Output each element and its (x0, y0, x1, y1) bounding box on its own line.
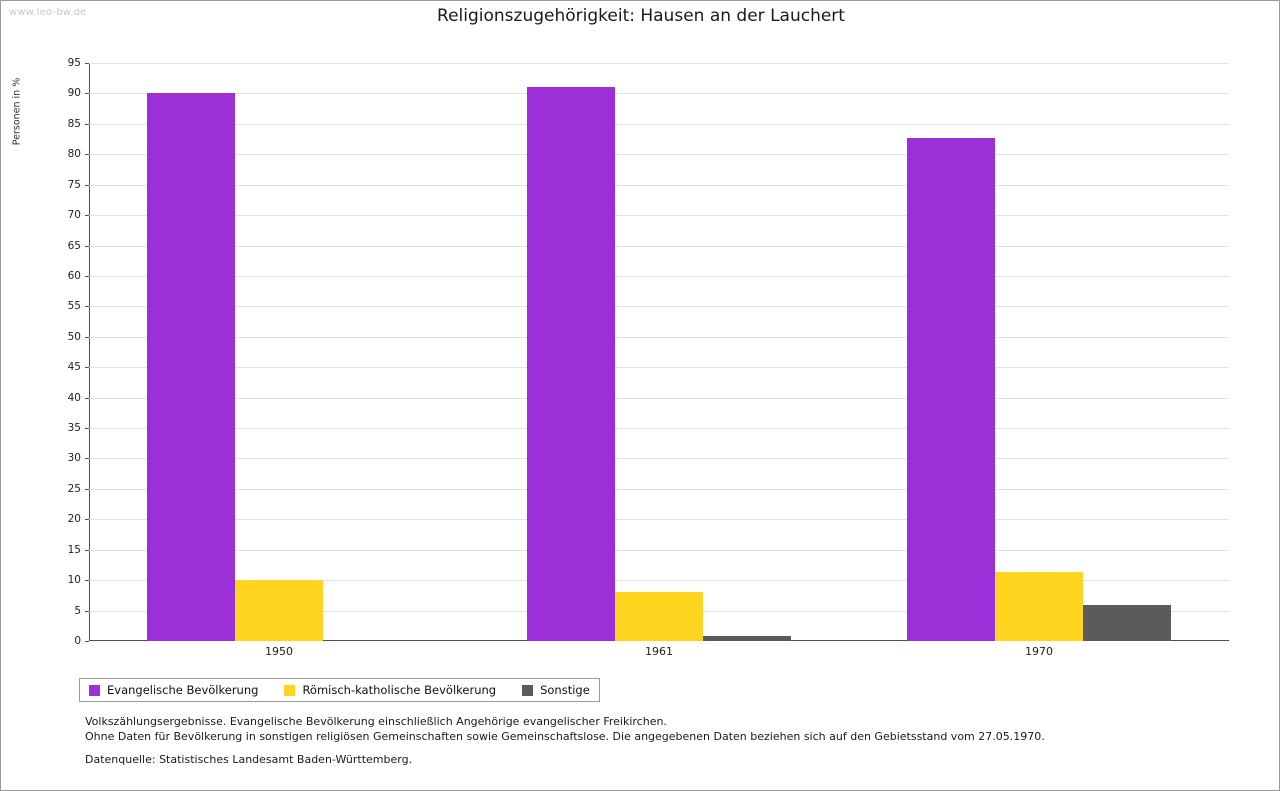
y-tick-label: 0 (74, 635, 81, 647)
watermark-text: www.leo-bw.de (9, 7, 87, 18)
legend-label: Sonstige (540, 683, 590, 697)
y-tick-mark (85, 367, 89, 368)
legend-swatch-icon (522, 685, 533, 696)
y-tick-mark (85, 458, 89, 459)
y-tick-label: 40 (67, 391, 81, 404)
gridline (89, 93, 1229, 94)
gridline (89, 550, 1229, 551)
y-tick-label: 90 (67, 87, 81, 100)
plot-area (67, 57, 1229, 658)
y-tick-label: 60 (67, 269, 81, 282)
x-tick-label: 1961 (645, 645, 673, 658)
y-tick-label: 80 (67, 148, 81, 161)
y-tick-label: 45 (67, 361, 81, 374)
gridline (89, 276, 1229, 277)
gridline (89, 63, 1229, 64)
y-tick-label: 10 (67, 574, 81, 587)
gridline (89, 215, 1229, 216)
legend-item-evangelisch (89, 683, 258, 697)
gridline (89, 306, 1229, 307)
y-tick-mark (85, 519, 89, 520)
legend-swatch-icon (89, 685, 100, 696)
bar (703, 636, 791, 641)
y-tick-label: 95 (67, 57, 81, 69)
y-tick-label: 85 (67, 117, 81, 130)
gridline (89, 367, 1229, 368)
legend-label: Römisch-katholische Bevölkerung (302, 683, 497, 697)
y-tick-label: 25 (67, 482, 81, 495)
y-tick-mark (85, 641, 89, 642)
gridline (89, 428, 1229, 429)
gridline (89, 398, 1229, 399)
bar (907, 138, 995, 641)
y-tick-label: 75 (67, 178, 81, 191)
bar (615, 592, 703, 641)
gridline (89, 246, 1229, 247)
y-tick-mark (85, 124, 89, 125)
y-axis-label: Personen in % (11, 77, 23, 146)
footnotes (85, 714, 1045, 744)
y-tick-label: 50 (67, 330, 81, 343)
y-tick-mark (85, 63, 89, 64)
legend-swatch-icon (284, 685, 295, 696)
y-tick-label: 20 (67, 513, 81, 526)
bar (235, 580, 323, 641)
gridline (89, 185, 1229, 186)
bar (1083, 605, 1171, 642)
legend-item-sonstige (522, 683, 590, 697)
gridline (89, 124, 1229, 125)
gridline (89, 337, 1229, 338)
y-tick-mark (85, 246, 89, 247)
y-tick-label: 70 (67, 209, 81, 222)
legend (79, 678, 600, 702)
y-tick-mark (85, 215, 89, 216)
x-tick-label: 1950 (265, 645, 293, 658)
gridline (89, 519, 1229, 520)
y-tick-label: 35 (67, 422, 81, 435)
y-tick-label: 30 (67, 452, 81, 465)
gridline (89, 489, 1229, 490)
page-title: Religionszugehörigkeit: Hausen an der Lauchert (437, 6, 845, 26)
x-tick-label: 1970 (1025, 645, 1053, 658)
y-tick-label: 5 (74, 604, 81, 617)
y-tick-mark (85, 489, 89, 490)
bar (527, 87, 615, 641)
y-tick-mark (85, 428, 89, 429)
y-tick-label: 55 (67, 300, 81, 313)
footnote-line-1: Volkszählungsergebnisse. Evangelische Bevölkerung einschließlich Angehörige evangelischer Freikirchen. (85, 715, 667, 728)
legend-item-katholisch (284, 683, 496, 697)
gridline (89, 458, 1229, 459)
y-tick-mark (85, 154, 89, 155)
y-tick-label: 15 (67, 543, 81, 556)
bar (147, 93, 235, 641)
data-source-note: Datenquelle: Statistisches Landesamt Baden-Württemberg. (85, 753, 413, 766)
y-tick-mark (85, 611, 89, 612)
y-axis-line (89, 63, 90, 641)
y-tick-label: 65 (67, 239, 81, 252)
y-tick-mark (85, 276, 89, 277)
y-tick-mark (85, 93, 89, 94)
legend-label: Evangelische Bevölkerung (107, 683, 259, 697)
gridline (89, 154, 1229, 155)
y-tick-mark (85, 550, 89, 551)
y-tick-mark (85, 398, 89, 399)
bar (995, 572, 1083, 641)
y-tick-mark (85, 306, 89, 307)
footnote-line-2: Ohne Daten für Bevölkerung in sonstigen religiösen Gemeinschaften sowie Gemeinschaftslose. Die angegebenen Daten beziehen sich auf den Gebietsstand vom 27.05.1970. (85, 730, 1045, 743)
y-tick-mark (85, 185, 89, 186)
y-tick-mark (85, 337, 89, 338)
y-tick-mark (85, 580, 89, 581)
